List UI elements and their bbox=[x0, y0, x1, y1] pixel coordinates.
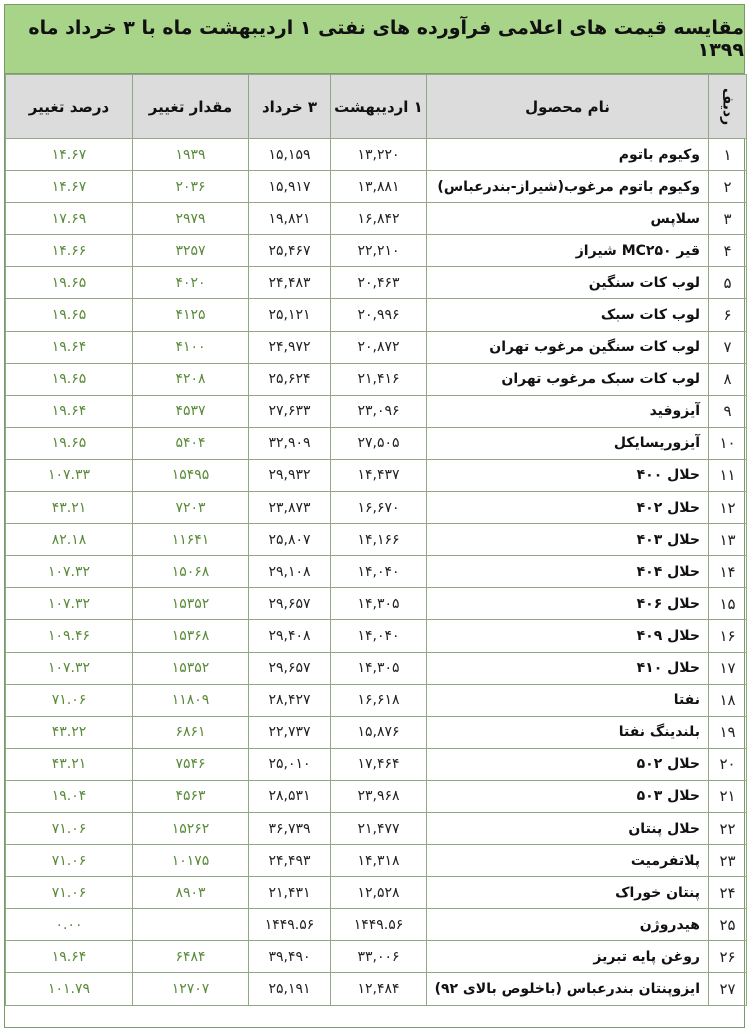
change-amount-cell: ۶۸۶۱ bbox=[133, 716, 249, 748]
ordibehesht-price-cell: ۱۲,۵۲۸ bbox=[331, 877, 427, 909]
khordad-price-cell: ۲۹,۶۵۷ bbox=[249, 588, 331, 620]
khordad-price-cell: ۲۳,۸۷۳ bbox=[249, 492, 331, 524]
khordad-price-cell: ۳۲,۹۰۹ bbox=[249, 427, 331, 459]
change-amount-cell: ۴۱۰۰ bbox=[133, 331, 249, 363]
change-percent-cell: ۱۰۷.۳۳ bbox=[6, 459, 133, 491]
row-number-cell: ۵ bbox=[709, 267, 747, 299]
row-number-cell: ۱ bbox=[709, 139, 747, 171]
change-amount-cell: ۱۵۰۶۸ bbox=[133, 556, 249, 588]
product-name-cell: روغن پایه تبریز bbox=[427, 941, 709, 973]
ordibehesht-price-cell: ۱۶,۶۷۰ bbox=[331, 492, 427, 524]
change-percent-cell: ۱۹.۶۵ bbox=[6, 299, 133, 331]
page-title: مقایسه قیمت های اعلامی فرآورده های نفتی ۱ اردیبهشت ماه با ۳ خرداد ماه ۱۳۹۹ bbox=[5, 5, 744, 74]
ordibehesht-price-cell: ۲۰,۴۶۳ bbox=[331, 267, 427, 299]
khordad-price-cell: ۲۴,۴۹۳ bbox=[249, 845, 331, 877]
change-amount-cell: ۱۵۳۵۲ bbox=[133, 588, 249, 620]
change-amount-cell: ۳۲۵۷ bbox=[133, 235, 249, 267]
product-name-cell: حلال ۴۰۳ bbox=[427, 524, 709, 556]
change-percent-cell: ۱۰۱.۷۹ bbox=[6, 973, 133, 1005]
change-percent-cell: ۴۳.۲۱ bbox=[6, 492, 133, 524]
row-number-cell: ۱۷ bbox=[709, 652, 747, 684]
product-name-cell: لوب کات سبک مرغوب تهران bbox=[427, 363, 709, 395]
ordibehesht-price-cell: ۱۶,۶۱۸ bbox=[331, 684, 427, 716]
row-number-cell: ۲ bbox=[709, 171, 747, 203]
ordibehesht-price-cell: ۱۴,۱۶۶ bbox=[331, 524, 427, 556]
product-name-cell: آیزوریسایکل bbox=[427, 427, 709, 459]
change-percent-cell: ۱۰۷.۳۲ bbox=[6, 652, 133, 684]
row-number-cell: ۶ bbox=[709, 299, 747, 331]
ordibehesht-price-cell: ۱۴,۰۴۰ bbox=[331, 556, 427, 588]
table-row bbox=[6, 427, 747, 459]
product-name-cell: حلال پنتان bbox=[427, 812, 709, 844]
khordad-price-cell: ۳۶,۷۳۹ bbox=[249, 812, 331, 844]
change-percent-cell: ۱۴.۶۷ bbox=[6, 139, 133, 171]
product-name-cell: پلاتفرمیت bbox=[427, 845, 709, 877]
ordibehesht-price-cell: ۱۴,۴۳۷ bbox=[331, 459, 427, 491]
change-percent-cell: ۷۱.۰۶ bbox=[6, 845, 133, 877]
change-amount-cell: ۱۵۳۶۸ bbox=[133, 620, 249, 652]
change-percent-cell: ۱۷.۶۹ bbox=[6, 203, 133, 235]
table-row bbox=[6, 941, 747, 973]
change-percent-cell: ۱۴.۶۷ bbox=[6, 171, 133, 203]
header-row-number: ردیف bbox=[709, 75, 747, 139]
table-row bbox=[6, 203, 747, 235]
khordad-price-cell: ۲۱,۴۳۱ bbox=[249, 877, 331, 909]
table-row bbox=[6, 492, 747, 524]
khordad-price-cell: ۲۹,۹۳۲ bbox=[249, 459, 331, 491]
table-row bbox=[6, 716, 747, 748]
change-percent-cell: ۷۱.۰۶ bbox=[6, 812, 133, 844]
change-percent-cell: ۱۹.۶۵ bbox=[6, 363, 133, 395]
product-name-cell: حلال ۵۰۳ bbox=[427, 780, 709, 812]
change-percent-cell: ۱۹.۶۵ bbox=[6, 427, 133, 459]
khordad-price-cell: ۲۴,۴۸۳ bbox=[249, 267, 331, 299]
ordibehesht-price-cell: ۲۳,۰۹۶ bbox=[331, 395, 427, 427]
row-number-cell: ۲۷ bbox=[709, 973, 747, 1005]
table-row bbox=[6, 235, 747, 267]
change-percent-cell: ۱۹.۶۴ bbox=[6, 941, 133, 973]
row-number-cell: ۸ bbox=[709, 363, 747, 395]
product-name-cell: حلال ۴۰۶ bbox=[427, 588, 709, 620]
change-percent-cell: ۴۳.۲۲ bbox=[6, 716, 133, 748]
product-name-cell: حلال ۴۰۴ bbox=[427, 556, 709, 588]
product-name-cell: حلال ۴۰۹ bbox=[427, 620, 709, 652]
product-name-cell: قیر MC۲۵۰ شیراز bbox=[427, 235, 709, 267]
ordibehesht-price-cell: ۱۴۴۹.۵۶ bbox=[331, 909, 427, 941]
product-name-cell: حلال ۵۰۲ bbox=[427, 748, 709, 780]
product-name-cell: وکیوم باتوم bbox=[427, 139, 709, 171]
table-row bbox=[6, 748, 747, 780]
row-number-cell: ۷ bbox=[709, 331, 747, 363]
table-header-row bbox=[6, 75, 747, 139]
product-name-cell: پنتان خوراک bbox=[427, 877, 709, 909]
table-row bbox=[6, 299, 747, 331]
change-percent-cell: ۷۱.۰۶ bbox=[6, 877, 133, 909]
change-amount-cell: ۲۰۳۶ bbox=[133, 171, 249, 203]
product-name-cell: هیدروژن bbox=[427, 909, 709, 941]
table-row bbox=[6, 556, 747, 588]
table-row bbox=[6, 845, 747, 877]
row-number-cell: ۳ bbox=[709, 203, 747, 235]
change-amount-cell: ۱۵۲۶۲ bbox=[133, 812, 249, 844]
khordad-price-cell: ۲۵,۸۰۷ bbox=[249, 524, 331, 556]
change-amount-cell: ۴۵۳۷ bbox=[133, 395, 249, 427]
row-number-cell: ۲۲ bbox=[709, 812, 747, 844]
ordibehesht-price-cell: ۱۴,۳۰۵ bbox=[331, 588, 427, 620]
ordibehesht-price-cell: ۲۷,۵۰۵ bbox=[331, 427, 427, 459]
ordibehesht-price-cell: ۲۱,۴۱۶ bbox=[331, 363, 427, 395]
change-amount-cell: ۷۵۴۶ bbox=[133, 748, 249, 780]
table-row bbox=[6, 909, 747, 941]
khordad-price-cell: ۲۵,۰۱۰ bbox=[249, 748, 331, 780]
table-row bbox=[6, 267, 747, 299]
row-number-cell: ۲۶ bbox=[709, 941, 747, 973]
khordad-price-cell: ۲۵,۴۶۷ bbox=[249, 235, 331, 267]
ordibehesht-price-cell: ۱۳,۲۲۰ bbox=[331, 139, 427, 171]
ordibehesht-price-cell: ۱۴,۳۰۵ bbox=[331, 652, 427, 684]
ordibehesht-price-cell: ۲۰,۹۹۶ bbox=[331, 299, 427, 331]
khordad-price-cell: ۱۵,۱۵۹ bbox=[249, 139, 331, 171]
row-number-cell: ۱۰ bbox=[709, 427, 747, 459]
header-change-amount: مقدار تغییر bbox=[133, 75, 249, 139]
product-name-cell: آیزوفید bbox=[427, 395, 709, 427]
table-row bbox=[6, 812, 747, 844]
change-percent-cell: ۱۹.۶۴ bbox=[6, 395, 133, 427]
row-number-cell: ۱۶ bbox=[709, 620, 747, 652]
product-name-cell: حلال ۴۱۰ bbox=[427, 652, 709, 684]
row-number-cell: ۱۲ bbox=[709, 492, 747, 524]
table-row bbox=[6, 588, 747, 620]
ordibehesht-price-cell: ۱۵,۸۷۶ bbox=[331, 716, 427, 748]
change-amount-cell: ۴۵۶۳ bbox=[133, 780, 249, 812]
change-percent-cell: ۰.۰۰ bbox=[6, 909, 133, 941]
ordibehesht-price-cell: ۲۰,۸۷۲ bbox=[331, 331, 427, 363]
khordad-price-cell: ۲۷,۶۳۳ bbox=[249, 395, 331, 427]
product-name-cell: نفتا bbox=[427, 684, 709, 716]
change-amount-cell: ۱۹۳۹ bbox=[133, 139, 249, 171]
row-number-cell: ۲۳ bbox=[709, 845, 747, 877]
change-percent-cell: ۱۰۹.۴۶ bbox=[6, 620, 133, 652]
change-amount-cell: ۴۰۲۰ bbox=[133, 267, 249, 299]
row-number-cell: ۱۳ bbox=[709, 524, 747, 556]
row-number-cell: ۹ bbox=[709, 395, 747, 427]
change-amount-cell: ۱۵۴۹۵ bbox=[133, 459, 249, 491]
header-khordad-price: ۳ خرداد bbox=[249, 75, 331, 139]
ordibehesht-price-cell: ۱۲,۴۸۴ bbox=[331, 973, 427, 1005]
change-percent-cell: ۱۹.۶۴ bbox=[6, 331, 133, 363]
khordad-price-cell: ۳۹,۴۹۰ bbox=[249, 941, 331, 973]
product-name-cell: لوب کات سنگین bbox=[427, 267, 709, 299]
row-number-cell: ۲۴ bbox=[709, 877, 747, 909]
row-number-cell: ۱۱ bbox=[709, 459, 747, 491]
table-row bbox=[6, 395, 747, 427]
change-amount-cell bbox=[133, 909, 249, 941]
ordibehesht-price-cell: ۱۴,۳۱۸ bbox=[331, 845, 427, 877]
change-amount-cell: ۱۰۱۷۵ bbox=[133, 845, 249, 877]
header-change-percent: درصد تغییر bbox=[6, 75, 133, 139]
product-name-cell: لوب کات سبک bbox=[427, 299, 709, 331]
change-amount-cell: ۵۴۰۴ bbox=[133, 427, 249, 459]
khordad-price-cell: ۲۸,۴۲۷ bbox=[249, 684, 331, 716]
change-percent-cell: ۸۲.۱۸ bbox=[6, 524, 133, 556]
row-number-cell: ۴ bbox=[709, 235, 747, 267]
table-row bbox=[6, 139, 747, 171]
row-number-cell: ۲۱ bbox=[709, 780, 747, 812]
table-row bbox=[6, 877, 747, 909]
table-row bbox=[6, 684, 747, 716]
product-name-cell: سلاپس bbox=[427, 203, 709, 235]
product-name-cell: حلال ۴۰۰ bbox=[427, 459, 709, 491]
product-name-cell: وکیوم باتوم مرغوب(شیراز-بندرعباس) bbox=[427, 171, 709, 203]
change-amount-cell: ۱۲۷۰۷ bbox=[133, 973, 249, 1005]
table-row bbox=[6, 363, 747, 395]
change-amount-cell: ۴۲۰۸ bbox=[133, 363, 249, 395]
product-name-cell: بلندینگ نفتا bbox=[427, 716, 709, 748]
row-number-cell: ۱۹ bbox=[709, 716, 747, 748]
row-number-cell: ۱۴ bbox=[709, 556, 747, 588]
khordad-price-cell: ۱۵,۹۱۷ bbox=[249, 171, 331, 203]
row-number-cell: ۲۵ bbox=[709, 909, 747, 941]
khordad-price-cell: ۲۹,۴۰۸ bbox=[249, 620, 331, 652]
change-amount-cell: ۱۱۸۰۹ bbox=[133, 684, 249, 716]
table-row bbox=[6, 331, 747, 363]
change-percent-cell: ۱۹.۰۴ bbox=[6, 780, 133, 812]
khordad-price-cell: ۲۸,۵۳۱ bbox=[249, 780, 331, 812]
change-amount-cell: ۱۱۶۴۱ bbox=[133, 524, 249, 556]
product-name-cell: حلال ۴۰۲ bbox=[427, 492, 709, 524]
ordibehesht-price-cell: ۱۳,۸۸۱ bbox=[331, 171, 427, 203]
table-row bbox=[6, 973, 747, 1005]
table-row bbox=[6, 171, 747, 203]
ordibehesht-price-cell: ۳۳,۰۰۶ bbox=[331, 941, 427, 973]
ordibehesht-price-cell: ۱۴,۰۴۰ bbox=[331, 620, 427, 652]
row-number-cell: ۱۸ bbox=[709, 684, 747, 716]
change-percent-cell: ۱۰۷.۳۲ bbox=[6, 556, 133, 588]
product-name-cell: لوب کات سنگین مرغوب تهران bbox=[427, 331, 709, 363]
row-number-cell: ۲۰ bbox=[709, 748, 747, 780]
khordad-price-cell: ۲۲,۷۳۷ bbox=[249, 716, 331, 748]
table-row bbox=[6, 780, 747, 812]
change-amount-cell: ۶۴۸۴ bbox=[133, 941, 249, 973]
khordad-price-cell: ۲۵,۶۲۴ bbox=[249, 363, 331, 395]
ordibehesht-price-cell: ۲۲,۲۱۰ bbox=[331, 235, 427, 267]
table-row bbox=[6, 459, 747, 491]
row-number-cell: ۱۵ bbox=[709, 588, 747, 620]
header-product-name: نام محصول bbox=[427, 75, 709, 139]
change-amount-cell: ۸۹۰۳ bbox=[133, 877, 249, 909]
change-amount-cell: ۱۵۳۵۲ bbox=[133, 652, 249, 684]
change-percent-cell: ۴۳.۲۱ bbox=[6, 748, 133, 780]
change-percent-cell: ۱۹.۶۵ bbox=[6, 267, 133, 299]
price-comparison-table-frame bbox=[4, 4, 745, 1028]
table-row bbox=[6, 652, 747, 684]
khordad-price-cell: ۲۵,۱۹۱ bbox=[249, 973, 331, 1005]
change-amount-cell: ۲۹۷۹ bbox=[133, 203, 249, 235]
ordibehesht-price-cell: ۲۱,۴۷۷ bbox=[331, 812, 427, 844]
change-amount-cell: ۷۲۰۳ bbox=[133, 492, 249, 524]
price-table bbox=[5, 74, 747, 1006]
khordad-price-cell: ۲۹,۱۰۸ bbox=[249, 556, 331, 588]
ordibehesht-price-cell: ۱۷,۴۶۴ bbox=[331, 748, 427, 780]
khordad-price-cell: ۲۹,۶۵۷ bbox=[249, 652, 331, 684]
khordad-price-cell: ۱۹,۸۲۱ bbox=[249, 203, 331, 235]
khordad-price-cell: ۲۴,۹۷۲ bbox=[249, 331, 331, 363]
change-percent-cell: ۱۰۷.۳۲ bbox=[6, 588, 133, 620]
change-percent-cell: ۱۴.۶۶ bbox=[6, 235, 133, 267]
khordad-price-cell: ۱۴۴۹.۵۶ bbox=[249, 909, 331, 941]
table-row bbox=[6, 620, 747, 652]
table-row bbox=[6, 524, 747, 556]
product-name-cell: ایزوپنتان بندرعباس (باخلوص بالای ۹۲) bbox=[427, 973, 709, 1005]
khordad-price-cell: ۲۵,۱۲۱ bbox=[249, 299, 331, 331]
change-amount-cell: ۴۱۲۵ bbox=[133, 299, 249, 331]
header-ordibehesht-price: ۱ اردیبهشت bbox=[331, 75, 427, 139]
ordibehesht-price-cell: ۱۶,۸۴۲ bbox=[331, 203, 427, 235]
ordibehesht-price-cell: ۲۳,۹۶۸ bbox=[331, 780, 427, 812]
change-percent-cell: ۷۱.۰۶ bbox=[6, 684, 133, 716]
